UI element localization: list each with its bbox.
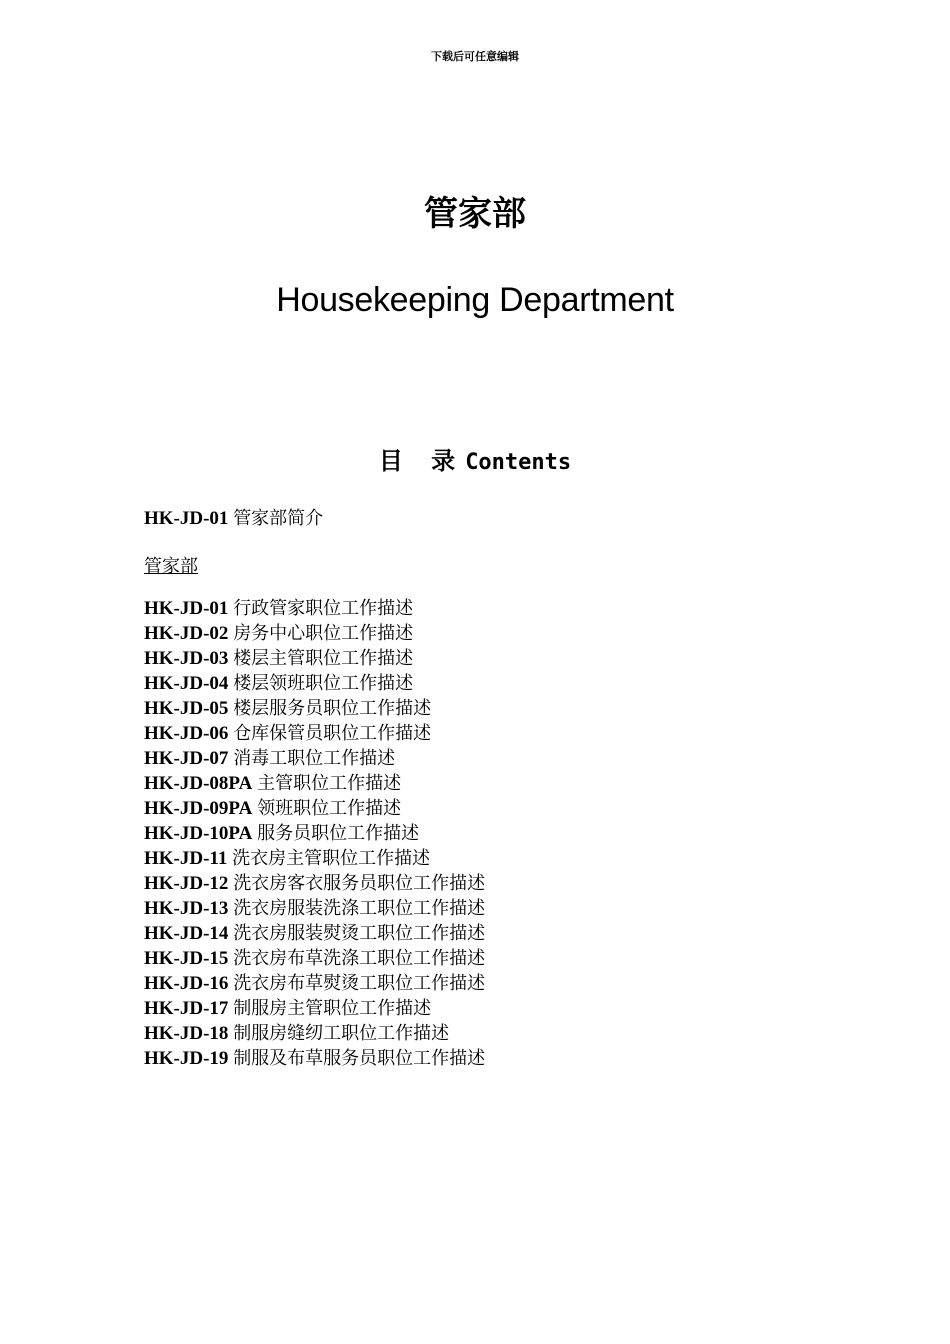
page-header-note: 下载后可任意编辑 <box>431 50 519 63</box>
contents-heading-chinese: 目 录 <box>378 447 466 475</box>
toc-entry-title: 行政管家职位工作描述 <box>233 598 414 619</box>
toc-entry <box>144 596 864 621</box>
toc-entry <box>144 621 864 646</box>
toc-entry-code: HK-JD-01 <box>144 508 229 529</box>
toc-entry-title: 洗衣房布草熨烫工职位工作描述 <box>233 973 486 994</box>
toc-entry-title: 消毒工职位工作描述 <box>233 748 396 769</box>
toc-entry-title: 洗衣房服装熨烫工职位工作描述 <box>233 923 486 944</box>
toc-entry <box>144 996 864 1021</box>
toc-entry <box>144 946 864 971</box>
toc-entry <box>144 796 864 821</box>
toc-entry-code: HK-JD-02 <box>144 623 229 644</box>
toc-entry <box>144 821 864 846</box>
toc-entry-title: 洗衣房服装洗涤工职位工作描述 <box>233 898 486 919</box>
toc-entry <box>144 671 864 696</box>
toc-entry-code: HK-JD-14 <box>144 923 229 944</box>
toc-entry-code: HK-JD-04 <box>144 673 229 694</box>
toc-entry-code: HK-JD-09PA <box>144 798 253 819</box>
toc-entry-code: HK-JD-08PA <box>144 773 253 794</box>
toc-entry-code: HK-JD-16 <box>144 973 229 994</box>
contents-heading <box>0 444 950 480</box>
toc-entry-title: 制服房主管职位工作描述 <box>233 998 432 1019</box>
document-title-chinese: 管家部 <box>424 194 526 234</box>
toc-entry-code: HK-JD-15 <box>144 948 229 969</box>
toc-entry-code: HK-JD-03 <box>144 648 229 669</box>
toc-entry-title: 洗衣房布草洗涤工职位工作描述 <box>233 948 486 969</box>
toc-entry <box>144 1021 864 1046</box>
toc-entry-code: HK-JD-01 <box>144 598 229 619</box>
toc-entry-code: HK-JD-18 <box>144 1023 229 1044</box>
toc-entry-title: 洗衣房主管职位工作描述 <box>232 848 431 869</box>
toc-entry <box>144 746 864 771</box>
toc-entry <box>144 721 864 746</box>
toc-entry-code: HK-JD-10PA <box>144 823 253 844</box>
toc-entry-title: 楼层服务员职位工作描述 <box>233 698 432 719</box>
toc-entry-code: HK-JD-19 <box>144 1048 229 1069</box>
toc-entry <box>144 896 864 921</box>
toc-entry <box>144 1046 864 1071</box>
toc-intro-entry <box>144 506 864 531</box>
toc-entry-title: 楼层主管职位工作描述 <box>233 648 414 669</box>
toc-entry-title: 制服房缝纫工职位工作描述 <box>233 1023 450 1044</box>
toc-entry <box>144 646 864 671</box>
toc-entry-code: HK-JD-06 <box>144 723 229 744</box>
toc-entry <box>144 846 864 871</box>
toc-entry <box>144 971 864 996</box>
contents-heading-english: Contents <box>465 450 572 475</box>
toc-entry-title: 仓库保管员职位工作描述 <box>233 723 432 744</box>
toc-entry-title: 管家部简介 <box>233 508 324 529</box>
toc-entry <box>144 871 864 896</box>
toc-entry-code: HK-JD-12 <box>144 873 229 894</box>
toc-entry-title: 楼层领班职位工作描述 <box>233 673 414 694</box>
toc-entry-title: 领班职位工作描述 <box>257 798 402 819</box>
toc-entry <box>144 921 864 946</box>
toc-entry-title: 制服及布草服务员职位工作描述 <box>233 1048 486 1069</box>
toc-entry-title: 主管职位工作描述 <box>257 773 402 794</box>
toc-entry <box>144 696 864 721</box>
toc-entry-title: 房务中心职位工作描述 <box>233 623 414 644</box>
section-label: 管家部 <box>144 556 198 577</box>
toc-entry-title: 洗衣房客衣服务员职位工作描述 <box>233 873 486 894</box>
toc-entry-code: HK-JD-05 <box>144 698 229 719</box>
toc-entry-code: HK-JD-13 <box>144 898 229 919</box>
toc-entry-code: HK-JD-17 <box>144 998 229 1019</box>
document-title-english: Housekeeping Department <box>276 281 674 319</box>
toc-entry <box>144 771 864 796</box>
toc-list <box>144 596 864 1071</box>
toc-entry-code: HK-JD-07 <box>144 748 229 769</box>
toc-entry-code: HK-JD-11 <box>144 848 228 869</box>
toc-entry-title: 服务员职位工作描述 <box>257 823 420 844</box>
